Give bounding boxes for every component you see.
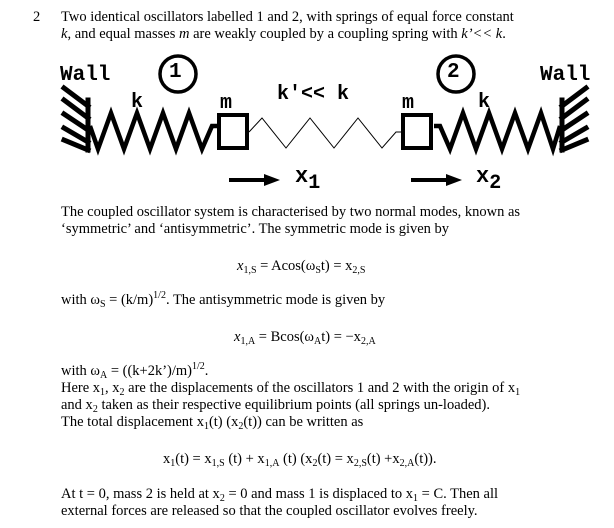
- displacement-arrow-left-icon: [229, 174, 280, 186]
- x1-label: x1: [295, 164, 321, 195]
- final-line2: external forces are released so that the coupled oscillator evolves freely.: [61, 503, 478, 519]
- here-line1: Here $x_1$, $x_2$ are the displacements of the oscillators 1 and 2 with the origin of $x_1$: [61, 380, 521, 398]
- mass-left-label: m: [220, 92, 233, 115]
- intro-line-1: Two identical oscillators labelled 1 and 2, with springs of equal force constant: [61, 9, 514, 25]
- eq-total-displacement: $x_1(t) = x_{1,S}$ $(t) + x_{1,A}$ (t) $(x_2(t) = x_{2,S}(t) +x_{2,A}(t))$.: [163, 451, 437, 469]
- para1-line1: The coupled oscillator system is characterised by two normal modes, known as: [61, 204, 521, 220]
- here-line3: The total displacement $x_1(t)$ $(x_2(t))$ can be written as: [61, 414, 364, 432]
- wall-right-label: Wall: [540, 64, 591, 87]
- spring-left-label: k: [131, 91, 144, 114]
- here-line2: and $x_2$ taken as their respective equilibrium points (all springs un-loaded).: [61, 397, 491, 415]
- spring-right-label: k: [478, 91, 491, 114]
- wall-left-label: Wall: [60, 64, 111, 87]
- eq-antisymmetric: $x_{1,A} = Bcos(\omega_At) = -x_{2,A}$: [234, 329, 376, 347]
- x2-label: x2: [476, 164, 502, 195]
- right-spring-icon: [434, 113, 560, 149]
- final-line1: At t = 0, mass 2 is held at $x_2 = 0$ and mass 1 is displaced to $x_1 = C$. Then all: [61, 486, 499, 504]
- oscillator-2-label: 2: [447, 61, 460, 84]
- intro-line-2: k, and equal masses m are weakly coupled by a coupling spring with k’<< k.: [61, 26, 506, 42]
- left-wall-icon: [64, 88, 88, 150]
- with-omega-s: with $\omega_S = (k/m)^{1/2}$. The antisymmetric mode is given by: [61, 290, 386, 310]
- right-mass-icon: [403, 115, 431, 148]
- question-number: 2: [33, 9, 41, 25]
- displacement-arrow-right-icon: [411, 174, 462, 186]
- left-mass-icon: [219, 115, 247, 148]
- eq-symmetric: $x_{1,S} = Acos(\omega_St) = x_{2,S}$: [237, 258, 366, 276]
- mass-right-label: m: [402, 92, 415, 115]
- left-spring-icon: [90, 113, 218, 149]
- coupling-spring-icon: [249, 118, 401, 148]
- para1-line2: ‘symmetric’ and ‘antisymmetric’. The symmetric mode is given by: [61, 221, 450, 237]
- with-omega-a: with $\omega_A$ = ((k+2k’)/m)$^{1/2}$.: [61, 361, 209, 381]
- coupling-label: k'<< k: [277, 83, 350, 106]
- oscillator-1-label: 1: [169, 61, 182, 84]
- right-wall-icon: [562, 88, 586, 150]
